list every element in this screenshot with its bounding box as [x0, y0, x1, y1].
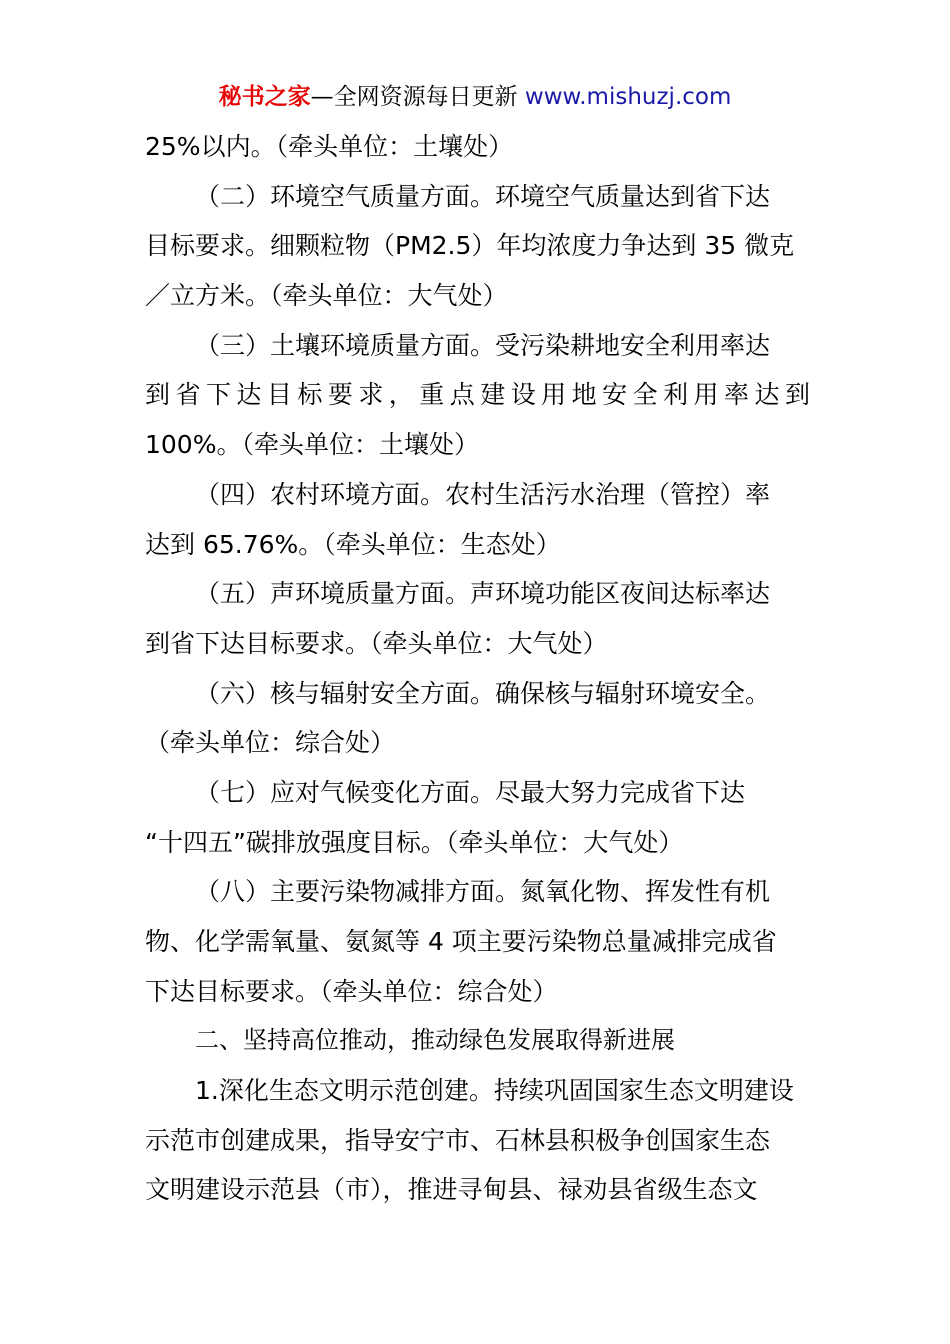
text-line: （三）土壤环境质量方面。受污染耕地安全利用率达	[195, 330, 771, 360]
text-line: 达到 65.76%。（牵头单位：生态处）	[145, 529, 561, 559]
text-line: 文明建设示范县（市），推进寻甸县、禄劝县省级生态文	[145, 1175, 758, 1205]
text-line: （二）环境空气质量方面。环境空气质量达到省下达	[195, 181, 771, 211]
text-line: 到省下达目标要求。（牵头单位：大气处）	[145, 628, 608, 658]
text-line: “十四五”碳排放强度目标。（牵头单位：大气处）	[145, 827, 684, 857]
text-line: 100%。（牵头单位：土壤处）	[145, 430, 479, 460]
text-line: （五）声环境质量方面。声环境功能区夜间达标率达	[195, 579, 771, 609]
text-line: 到省下达目标要求，重点建设用地安全利用率达到	[145, 380, 810, 410]
site-brand: 秘书之家	[218, 84, 311, 110]
text-line: 示范市创建成果，指导安宁市、石林县积极争创国家生态	[145, 1125, 771, 1155]
text-line: 下达目标要求。（牵头单位：综合处）	[145, 976, 558, 1006]
text-line: 25%以内。（牵头单位：土壤处）	[145, 132, 514, 161]
site-tagline: —全网资源每日更新	[310, 84, 518, 110]
text-line: ／立方米。（牵头单位：大气处）	[145, 281, 508, 311]
text-line: 目标要求。细颗粒物（PM2.5）年均浓度力争达到 35 微克	[145, 231, 795, 261]
site-url-link[interactable]: www.mishuzj.com	[524, 84, 732, 110]
document-body	[145, 122, 810, 1215]
text-line: 物、化学需氧量、氨氮等 4 项主要污染物总量减排完成省	[145, 927, 777, 956]
text-line: （牵头单位：综合处）	[145, 728, 396, 758]
site-header	[0, 80, 950, 114]
text-line: （八）主要污染物减排方面。氮氧化物、挥发性有机	[195, 877, 771, 907]
text-line: （六）核与辐射安全方面。确保核与辐射环境安全。	[195, 678, 771, 708]
text-line: （四）农村环境方面。农村生活污水治理（管控）率	[195, 479, 771, 509]
text-line: 1.深化生态文明示范创建。持续巩固国家生态文明建设	[195, 1076, 794, 1106]
text-line: （七）应对气候变化方面。尽最大努力完成省下达	[195, 777, 746, 807]
section-heading: 二、坚持高位推动，推动绿色发展取得新进展	[195, 1026, 675, 1055]
